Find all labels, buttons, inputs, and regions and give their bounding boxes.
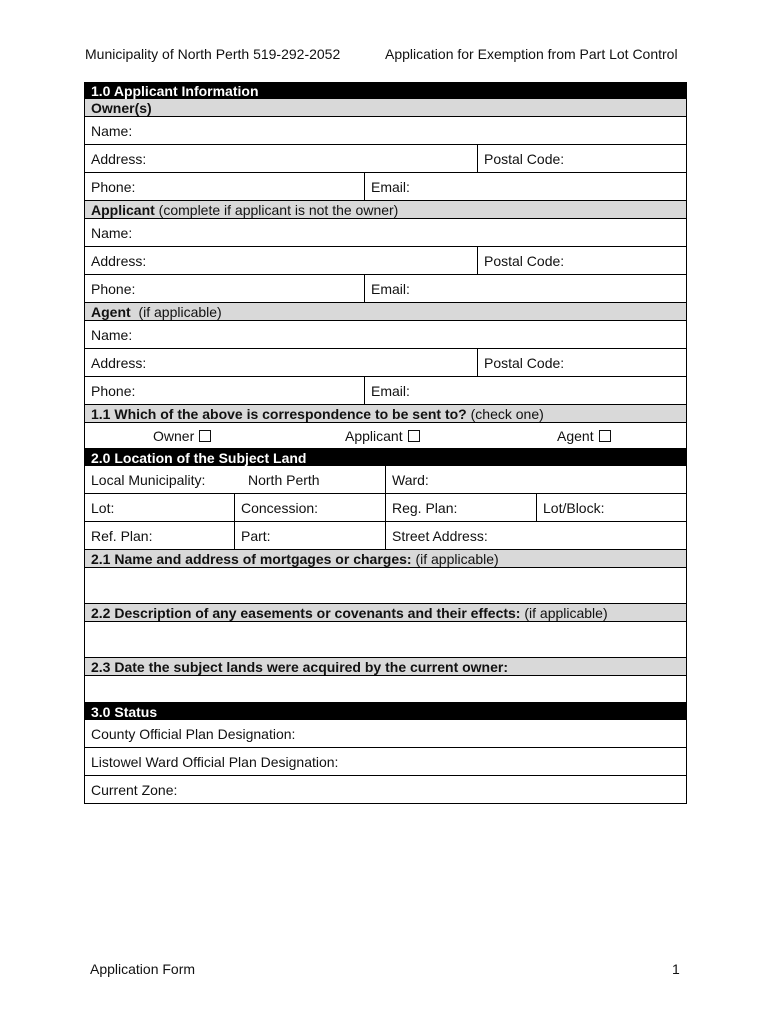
current-zone-row[interactable] [84, 776, 687, 804]
owner-checkbox[interactable] [199, 430, 211, 442]
applicant-contact-row[interactable] [84, 275, 687, 303]
owner-name-label: Name: [91, 122, 133, 139]
mortgages-question: 2.1 Name and address of mortgages or charges: (if applicable) [84, 550, 687, 568]
listowel-op-label: Listowel Ward Official Plan Designation: [91, 753, 339, 770]
acquisition-date-field[interactable] [84, 676, 687, 703]
local-municipality-label: Local Municipality: [91, 471, 206, 488]
correspondence-options-row [84, 423, 687, 449]
header-form-title: Application for Exemption from Part Lot Control [385, 46, 678, 62]
applicant-option[interactable] [339, 423, 420, 448]
mortgages-answer-field[interactable] [84, 568, 687, 604]
agent-heading: Agent (if applicable) [84, 303, 687, 321]
acquisition-date-question: 2.3 Date the subject lands were acquired by the current owner: [84, 658, 687, 676]
lot-label[interactable]: Lot: [91, 499, 115, 516]
agent-option-label: Agent [557, 427, 594, 444]
owner-email-label: Email: [364, 173, 686, 200]
applicant-option-label: Applicant [345, 427, 403, 444]
county-op-row[interactable] [84, 720, 687, 748]
ref-plan-label[interactable]: Ref. Plan: [91, 527, 153, 544]
application-form [84, 82, 687, 804]
applicant-checkbox[interactable] [408, 430, 420, 442]
owner-heading: Owner(s) [84, 99, 687, 117]
part-label[interactable]: Part: [234, 522, 385, 549]
agent-phone-label: Phone: [91, 382, 136, 399]
agent-name-label: Name: [91, 326, 133, 343]
applicant-address-label: Address: [91, 252, 147, 269]
county-op-label: County Official Plan Designation: [91, 725, 296, 742]
ward-label[interactable]: Ward: [385, 466, 686, 493]
footer-form-name: Application Form [90, 961, 196, 977]
page-number: 1 [672, 961, 680, 977]
owner-option[interactable] [147, 423, 211, 448]
listowel-op-row[interactable] [84, 748, 687, 776]
agent-contact-row[interactable] [84, 377, 687, 405]
local-municipality-value: North Perth [248, 471, 320, 488]
lot-row [84, 494, 687, 522]
applicant-email-label: Email: [364, 275, 686, 302]
header-municipality: Municipality of North Perth 519-292-2052 [85, 46, 341, 62]
current-zone-label: Current Zone: [91, 781, 178, 798]
agent-address-row[interactable] [84, 349, 687, 377]
owner-phone-label: Phone: [91, 178, 136, 195]
municipality-row [84, 466, 687, 494]
owner-address-row[interactable] [84, 145, 687, 173]
easements-question: 2.2 Description of any easements or covenants and their effects: (if applicable) [84, 604, 687, 622]
applicant-phone-label: Phone: [91, 280, 136, 297]
section-1-title: 1.0 Applicant Information [84, 82, 687, 99]
agent-checkbox[interactable] [599, 430, 611, 442]
reg-plan-label[interactable]: Reg. Plan: [385, 494, 536, 521]
owner-option-label: Owner [153, 427, 195, 444]
applicant-name-row[interactable] [84, 219, 687, 247]
applicant-name-label: Name: [91, 224, 133, 241]
owner-address-label: Address: [91, 150, 147, 167]
agent-postal-label: Postal Code: [477, 349, 686, 376]
applicant-address-row[interactable] [84, 247, 687, 275]
agent-address-label: Address: [91, 354, 147, 371]
concession-label[interactable]: Concession: [234, 494, 385, 521]
section-3-title: 3.0 Status [84, 703, 687, 720]
agent-name-row[interactable] [84, 321, 687, 349]
correspondence-question: 1.1 Which of the above is correspondence to be sent to? (check one) [84, 405, 687, 423]
applicant-postal-label: Postal Code: [477, 247, 686, 274]
owner-name-row[interactable] [84, 117, 687, 145]
ref-plan-row [84, 522, 687, 550]
street-address-label[interactable]: Street Address: [385, 522, 686, 549]
section-2-title: 2.0 Location of the Subject Land [84, 449, 687, 466]
applicant-heading: Applicant (complete if applicant is not the owner) [84, 201, 687, 219]
owner-postal-label: Postal Code: [477, 145, 686, 172]
lot-block-label[interactable]: Lot/Block: [536, 494, 686, 521]
owner-contact-row[interactable] [84, 173, 687, 201]
easements-answer-field[interactable] [84, 622, 687, 658]
agent-email-label: Email: [364, 377, 686, 404]
agent-option[interactable] [551, 423, 611, 448]
